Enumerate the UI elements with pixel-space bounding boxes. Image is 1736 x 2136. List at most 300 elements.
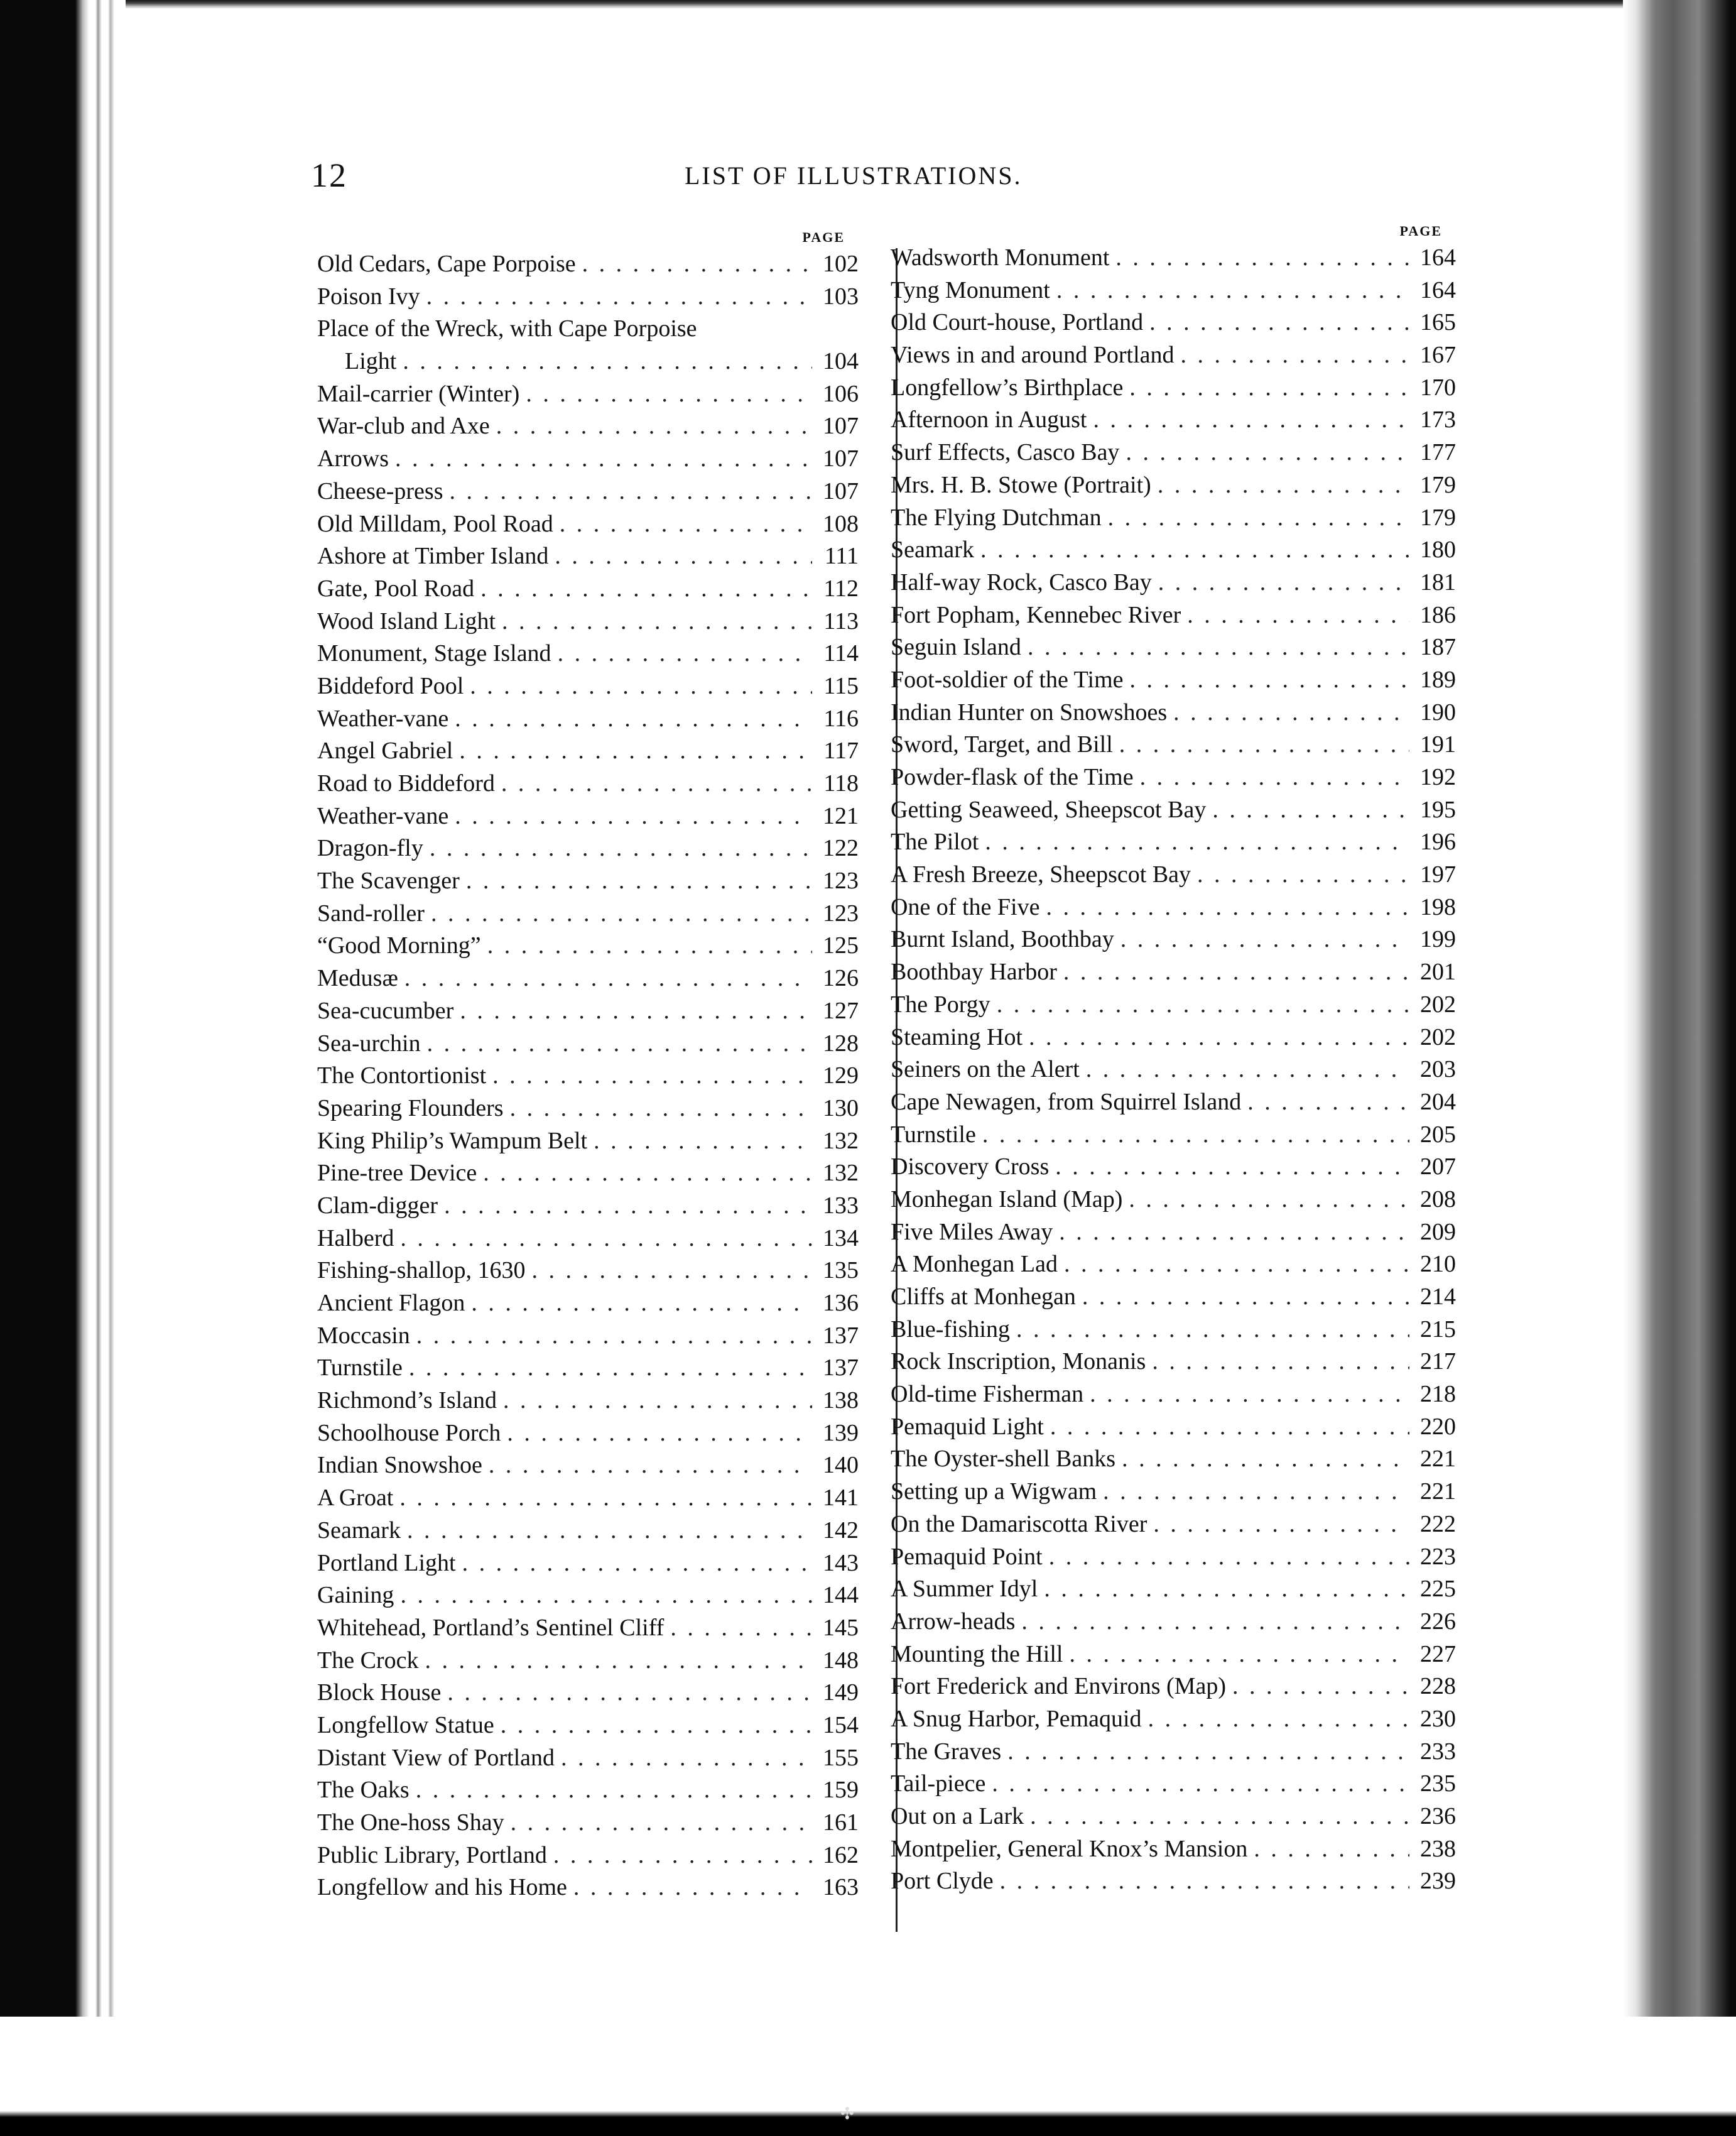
dot-leader [431,898,812,930]
illustration-title: Blue-fishing [891,1316,1010,1343]
page-reference: 133 [823,1192,859,1219]
illustration-title: A Groat [317,1485,394,1512]
list-item [891,729,1456,761]
list-item [317,1223,859,1255]
dot-leader [1082,1281,1409,1314]
dot-leader [555,540,812,573]
list-item [891,534,1456,567]
page-reference: 230 [1420,1705,1456,1732]
page-reference: 121 [823,802,859,829]
illustration-title: Port Clyde [891,1868,994,1895]
illustration-title: Mail-carrier (Winter) [317,380,520,407]
illustration-title: Poison Ivy [317,283,420,310]
page-reference: 134 [823,1224,859,1251]
dot-leader [1030,1801,1409,1833]
page-reference: 189 [1420,666,1456,693]
dot-leader [503,1385,812,1417]
page-reference: 144 [823,1582,859,1609]
list-item [317,1709,859,1742]
illustration-title: Clam-digger [317,1192,438,1219]
illustration-title: Tyng Monument [891,276,1050,303]
dot-leader [425,1645,812,1677]
illustration-title: “Good Morning” [317,932,481,959]
illustration-title: Old Milldam, Pool Road [317,510,553,537]
dot-leader [487,930,812,962]
dot-leader [1181,339,1409,372]
list-item [891,664,1456,697]
page-reference: 227 [1420,1640,1456,1667]
list-item [891,1833,1456,1866]
illustration-title: Cheese-press [317,477,443,504]
list-item [891,242,1456,275]
illustration-title: Powder-flask of the Time [891,764,1134,790]
list-item [891,924,1456,956]
page-reference: 180 [1420,537,1456,564]
page-reference: 181 [1420,569,1456,596]
dot-leader [1000,1865,1409,1898]
dot-leader [1086,1054,1409,1086]
list-item [891,1248,1456,1281]
illustration-title: Sea-urchin [317,1030,421,1057]
page-reference: 221 [1420,1446,1456,1473]
page-reference: 187 [1420,634,1456,661]
dot-leader [1093,404,1409,437]
dot-leader [1059,1216,1409,1249]
illustration-title: Medusæ [317,965,398,992]
illustration-title: Longfellow and his Home [317,1874,567,1901]
dot-leader [430,832,812,865]
page-reference: 117 [823,738,859,765]
page-reference: 141 [823,1485,859,1512]
list-item [891,1022,1456,1054]
dot-leader [573,1872,812,1904]
illustration-title: Biddeford Pool [317,672,464,699]
dot-leader [1055,1151,1409,1184]
page-reference: 163 [823,1874,859,1901]
illustration-title: Seguin Island [891,634,1021,661]
list-item [891,567,1456,599]
right-entries-list [891,242,1456,1898]
page-reference: 164 [1420,244,1456,271]
dot-leader [455,800,812,833]
list-item [317,638,859,670]
dot-leader [1103,1476,1409,1508]
dot-leader [1063,956,1409,989]
dot-leader [501,1709,812,1742]
dot-leader [582,248,812,281]
page-reference: 145 [823,1614,859,1641]
dot-leader [1254,1833,1409,1866]
illustration-title: Sea-cucumber [317,997,454,1024]
page-header [311,156,1451,200]
page-reference: 126 [823,965,859,992]
illustration-title: Road to Biddeford [317,770,495,797]
list-item [891,1443,1456,1476]
dot-leader [1122,1443,1409,1476]
list-item [891,859,1456,891]
illustration-title: Weather-vane [317,802,449,829]
page-reference: 225 [1420,1576,1456,1603]
dot-leader [496,410,812,443]
page-reference: 170 [1420,374,1456,401]
dot-leader [466,865,812,898]
page-reference: 173 [1420,406,1456,433]
list-item [317,1677,859,1709]
page-reference: 142 [823,1517,859,1544]
dot-leader [407,1515,812,1547]
right-column [891,223,1456,1898]
list-item [891,1768,1456,1801]
page-reference: 217 [1420,1348,1456,1375]
list-item [891,1086,1456,1119]
list-item [891,989,1456,1022]
dot-leader [670,1612,812,1645]
page-reference: 135 [823,1257,859,1284]
illustration-title: The Oaks [317,1777,410,1804]
illustration-title: The Oyster-shell Banks [891,1446,1116,1473]
list-item [891,1736,1456,1768]
list-item [891,437,1456,469]
list-item [891,1216,1456,1249]
list-item [891,599,1456,632]
dot-leader [1197,859,1409,891]
page-reference: 111 [824,543,859,570]
page-reference: 236 [1420,1803,1456,1829]
page-reference: 205 [1420,1121,1456,1148]
list-item [891,1054,1456,1086]
dot-leader [1140,761,1409,794]
page-reference: 215 [1420,1316,1456,1343]
illustration-title: Montpelier, General Knox’s Mansion [891,1835,1248,1862]
list-item [891,761,1456,794]
page-reference: 116 [823,705,859,732]
dot-leader [427,1028,812,1060]
illustration-title: Gate, Pool Road [317,575,475,602]
illustration-title: Getting Seaweed, Sheepscot Bay [891,796,1207,823]
illustration-title: Ashore at Timber Island [317,543,549,570]
dot-leader [1021,1606,1409,1638]
list-item [891,1670,1456,1703]
illustration-title: King Philip’s Wampum Belt [317,1127,588,1154]
illustration-title: The Graves [891,1738,1002,1765]
list-item [891,1411,1456,1444]
list-item [891,1638,1456,1671]
dot-leader [1149,307,1409,339]
dot-leader [403,346,812,378]
page-reference: 108 [823,510,859,537]
page-reference: 190 [1420,699,1456,726]
list-item [891,1541,1456,1574]
illustration-title: Old-time Fisherman [891,1381,1084,1408]
illustration-title: Ancient Flagon [317,1290,465,1316]
illustration-title: On the Damariscotta River [891,1510,1147,1537]
list-item [891,1119,1456,1152]
dot-leader [1064,1248,1409,1281]
page-reference: 112 [823,575,859,602]
illustration-title: Boothbay Harbor [891,959,1057,986]
page-reference: 220 [1420,1413,1456,1440]
illustration-title: Fishing-shallop, 1630 [317,1257,526,1284]
list-item [317,1774,859,1807]
dot-leader [416,1774,812,1807]
illustration-title: Mrs. H. B. Stowe (Portrait) [891,471,1151,498]
dot-leader [1247,1086,1409,1119]
list-item [317,1352,859,1385]
list-item [317,1515,859,1547]
illustration-title: The One-hoss Shay [317,1809,504,1836]
dot-leader [1029,1022,1409,1054]
dot-leader [400,1223,812,1255]
dot-leader [1158,567,1409,599]
illustration-title: Seamark [891,537,974,564]
dot-leader [1050,1411,1409,1444]
page-reference: 165 [1420,309,1456,336]
list-item [891,826,1456,859]
list-item [317,1579,859,1612]
illustration-title: Monument, Stage Island [317,640,551,667]
page-reference: 202 [1420,1023,1456,1050]
page-reference: 222 [1420,1510,1456,1537]
page-reference: 214 [1420,1283,1456,1310]
list-item [317,1157,859,1190]
list-item [317,735,859,768]
illustration-title: Pemaquid Light [891,1413,1044,1440]
list-item [891,1346,1456,1378]
illustration-title: Richmond’s Island [317,1387,497,1414]
list-item [891,1703,1456,1736]
illustration-title: Weather-vane [317,705,449,732]
page-reference: 137 [823,1322,859,1349]
illustration-title: Half-way Rock, Casco Bay [891,569,1152,596]
illustration-title: Monhegan Island (Map) [891,1185,1123,1212]
illustration-title: Portland Light [317,1549,456,1576]
list-item [317,1125,859,1158]
page-reference: 149 [823,1679,859,1706]
page-reference: 201 [1420,959,1456,986]
scan-top-edge [75,0,1633,9]
page-reference: 118 [823,770,859,797]
list-item [891,1281,1456,1314]
list-item [317,1190,859,1223]
illustration-title: Fort Popham, Kennebec River [891,601,1181,628]
illustration-title: Turnstile [891,1121,976,1148]
list-item [317,1385,859,1417]
page-reference: 114 [823,640,859,667]
illustration-title: Turnstile [317,1354,403,1381]
illustration-title: Indian Hunter on Snowshoes [891,699,1168,726]
list-item [891,1865,1456,1898]
illustration-title: Block House [317,1679,442,1706]
page-reference: 115 [823,672,859,699]
dot-leader [594,1125,812,1158]
dot-leader [460,995,812,1028]
page-reference: 138 [823,1387,859,1414]
list-item [317,1449,859,1482]
list-item [891,275,1456,307]
dot-leader [471,1287,812,1320]
list-item [317,443,859,476]
illustration-title: Moccasin [317,1322,410,1349]
page-reference: 132 [823,1127,859,1154]
page-reference: 239 [1420,1868,1456,1895]
page-reference: 128 [823,1030,859,1057]
illustration-title: Foot-soldier of the Time [891,666,1124,693]
list-item [317,1742,859,1775]
page-reference: 177 [1420,439,1456,466]
dot-leader [1130,664,1409,697]
illustration-title: Place of the Wreck, with Cape Porpoise [317,315,697,342]
page-reference: 125 [823,932,859,959]
dot-leader [1056,275,1409,307]
dot-leader [1069,1638,1409,1671]
dot-leader [501,768,812,800]
illustration-title: One of the Five [891,893,1040,920]
dot-leader [1152,1346,1409,1378]
dot-leader [455,703,812,736]
illustration-title: Whitehead, Portland’s Sentinel Cliff [317,1614,665,1641]
list-item [317,313,859,346]
scan-bottom-edge [0,2017,1736,2136]
illustration-title: Afternoon in August [891,406,1087,433]
list-item [891,956,1456,989]
page-reference: 210 [1420,1251,1456,1278]
list-item [891,1801,1456,1833]
illustration-title: The Pilot [891,829,979,856]
dot-leader [1090,1378,1409,1411]
page-reference: 203 [1420,1056,1456,1083]
page-reference: 107 [823,413,859,440]
dot-leader [1044,1573,1409,1606]
dot-leader [1119,729,1409,761]
list-item [317,865,859,898]
dot-leader [1158,469,1409,502]
page-reference: 191 [1420,731,1456,758]
dot-leader [449,476,812,508]
list-item [317,768,859,800]
page-reference: 202 [1420,991,1456,1018]
list-item [317,930,859,962]
dot-leader [399,1482,812,1515]
page-column-label: PAGE [802,229,845,245]
illustration-title: Spearing Flounders [317,1094,504,1121]
dot-leader [1153,1508,1409,1541]
dot-leader [1129,372,1409,405]
dot-leader [980,534,1409,567]
page-reference: 233 [1420,1738,1456,1765]
list-item [891,1378,1456,1411]
dot-leader [459,735,812,768]
page-reference: 139 [823,1419,859,1446]
page-reference: 207 [1420,1153,1456,1180]
page-reference: 208 [1420,1185,1456,1212]
dot-leader [997,989,1409,1022]
page-reference: 196 [1420,829,1456,856]
list-item [317,1612,859,1645]
list-item [891,1606,1456,1638]
list-item [891,891,1456,924]
page-reference: 113 [823,608,859,635]
page-reference: 132 [823,1160,859,1187]
illustration-title: Angel Gabriel [317,738,453,765]
illustration-title: Tail-piece [891,1770,986,1797]
illustration-title: Public Library, Portland [317,1841,547,1868]
page-reference: 167 [1420,342,1456,369]
list-item [317,800,859,833]
illustration-title: Longfellow’s Birthplace [891,374,1124,401]
dot-leader [558,638,812,670]
dot-leader [1148,1703,1409,1736]
illustration-title: Mounting the Hill [891,1640,1063,1667]
page-reference: 223 [1420,1543,1456,1570]
list-item [891,1151,1456,1184]
list-item [317,670,859,703]
list-item [317,1482,859,1515]
illustration-title: Pemaquid Point [891,1543,1043,1570]
illustration-title: Rock Inscription, Monanis [891,1348,1146,1375]
page-reference: 103 [823,283,859,310]
dot-leader [489,1449,812,1482]
page-reference: 204 [1420,1088,1456,1115]
dot-leader [510,1093,812,1125]
dot-leader [483,1157,812,1190]
page-reference: 136 [823,1290,859,1316]
illustration-title: Sand-roller [317,900,425,927]
list-item [317,832,859,865]
dot-leader [480,573,812,606]
page-reference: 104 [823,348,859,375]
scan-left-edge [0,0,126,2136]
illustration-title: Steaming Hot [891,1023,1023,1050]
dot-leader [1126,437,1409,469]
illustration-title: Indian Snowshoe [317,1452,482,1479]
dot-leader [511,1807,812,1839]
list-item [891,502,1456,535]
list-item [317,508,859,541]
dot-leader [560,508,812,541]
dot-leader [492,1060,812,1093]
list-item [317,1417,859,1450]
dot-leader [1187,599,1409,632]
list-item [317,898,859,930]
page-reference: 179 [1420,471,1456,498]
dot-leader [1120,924,1409,956]
illustration-title: Out on a Lark [891,1803,1024,1829]
page-reference: 228 [1420,1673,1456,1700]
illustration-title: Arrow-heads [891,1608,1016,1635]
page-reference: 123 [823,900,859,927]
page-reference: 129 [823,1062,859,1089]
illustration-title: Sword, Target, and Bill [891,731,1113,758]
list-item [317,378,859,411]
list-item [317,1287,859,1320]
dot-leader [1212,794,1409,827]
dot-leader [400,1579,812,1612]
page-reference: 143 [823,1549,859,1576]
list-item [317,1839,859,1872]
page-reference: 179 [1420,504,1456,531]
page-reference: 209 [1420,1218,1456,1245]
page-reference: 221 [1420,1478,1456,1505]
illustration-title: Pine-tree Device [317,1160,477,1187]
dot-leader [447,1677,812,1709]
dot-leader [1016,1314,1409,1346]
illustration-title: The Crock [317,1647,419,1674]
page-reference: 199 [1420,926,1456,953]
list-item [317,248,859,281]
illustration-title: A Monhegan Lad [891,1251,1058,1278]
list-item [317,281,859,313]
page-reference: 235 [1420,1770,1456,1797]
